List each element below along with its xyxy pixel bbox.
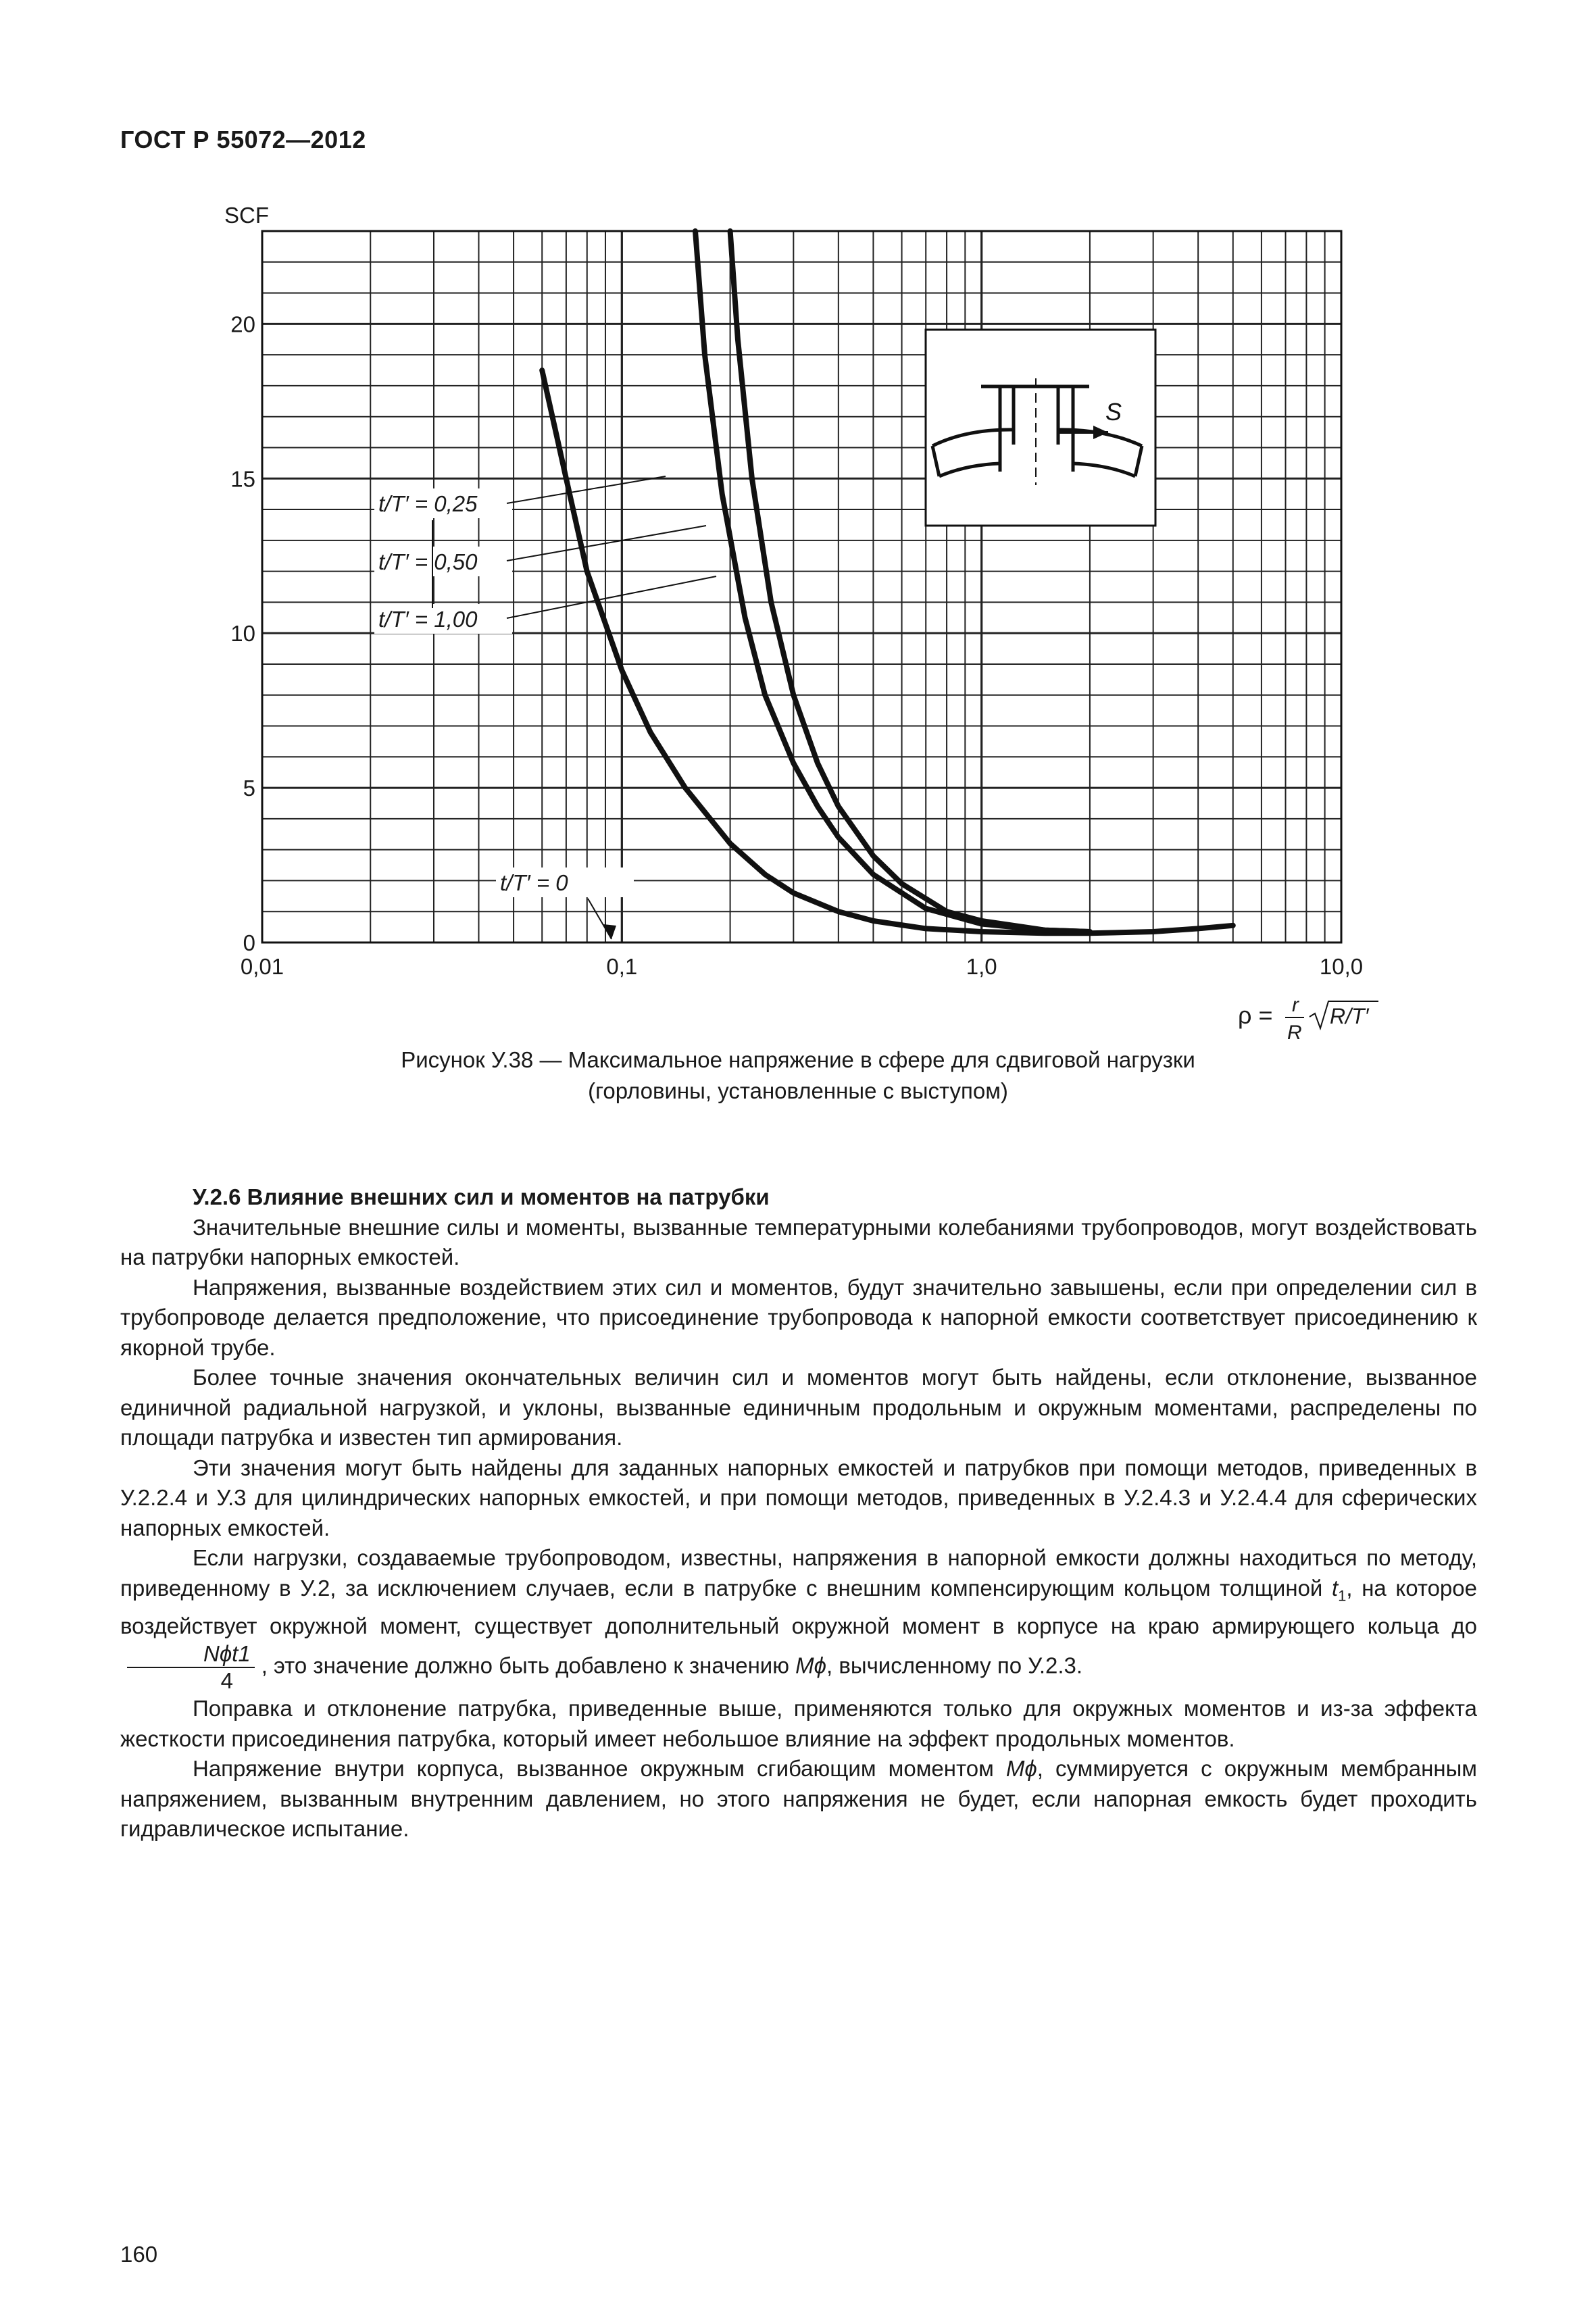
series-label: t/T′ = 1,00 [378,607,478,632]
figure-caption-line2: (горловины, установленные с выступом) [588,1078,1008,1103]
paragraph-7-part-b: , суммируется с окружным мембранным напряжением, вызванным внутренним давлением, но этого напряжения не будет, если напорная емкость будет проходить гидравлическое испытание. [120,1756,1477,1842]
paragraph-3: Более точные значения окончательных величин сил и моментов могут быть найдены, если отклонение, вызванное единичной радиальной нагрузкой, и уклоны, вызванные единичным продольным и окружным моментами, распределены по площади патрубка и известен тип армирования. [120,1365,1477,1450]
x-axis-label [1238,994,1378,1044]
section-body [120,1182,1477,1844]
symbol-m-phi: Mϕ [795,1653,826,1678]
symbol-m-phi: Mϕ [1005,1756,1037,1782]
x-axis-R: R [1287,1022,1302,1044]
chart-tick-labels [230,311,1363,979]
chart-series-labels [374,476,716,939]
y-axis-label: SCF [224,203,269,228]
y-tick-label: 20 [230,311,255,337]
fraction-nphi-t1-over-4 [127,1641,255,1694]
series-label-leader [507,576,716,618]
paragraph-6: Поправка и отклонение патрубка, приведенные выше, применяются только для окружных моментов и из-за эффекта жесткости присоединения патрубка, который имеет небольшое влияние на эффект продольных моментов. [120,1696,1477,1751]
y-tick-label: 15 [230,466,255,492]
paragraph-4: Эти значения могут быть найдены для заданных напорных емкостей и патрубков при помощи методов, приведенных в У.2.2.4 и У.3 для цилиндрических напорных емкостей, и при помощи методов, приведенных в У.2.4.3 и У.2.4.4 для сферических напорных емкостей. [120,1455,1477,1540]
symbol-t: t [1331,1575,1339,1601]
fraction-numerator: Nϕt1 [127,1641,255,1668]
series-label: t/T′ = 0,50 [378,549,478,574]
paragraph-5-part-a: Если нагрузки, создаваемые трубопроводом, известны, напряжения в напорной емкости должны находиться по методу, приведенному в У.2, за исключением случаев, если в патрубке с внешним компенсирующим кольцом толщиной [120,1545,1477,1601]
paragraph-7-part-a: Напряжение внутри корпуса, вызванное окружным сгибающим моментом [193,1756,994,1782]
series-label-leader [507,526,706,561]
paragraph-5-part-d: , вычисленному по У.2.3. [826,1653,1083,1678]
series-label: t/T′ = 0,25 [378,491,478,516]
paragraph-2: Напряжения, вызванные воздействием этих сил и моментов, будут значительно завышены, если при определении сил в трубопроводе делается предположение, что присоединение трубопровода к напорной емкости соответствует присоединению к якорной трубе. [120,1274,1477,1360]
x-axis-rho: ρ = [1238,1001,1273,1029]
fraction-denominator: 4 [220,1668,234,1694]
x-tick-label: 10,0 [1319,954,1364,979]
y-tick-label: 10 [230,621,255,647]
series-label-leader [507,476,666,503]
inset-shear-label: S [1105,398,1122,426]
x-tick-label: 1,0 [966,954,997,979]
paragraph-5-part-c: , это значение должно быть добавлено к значению [261,1653,789,1678]
symbol-t-subscript: 1 [1338,1587,1347,1605]
nozzle-inset [926,330,1155,526]
section-heading: У.2.6 Влияние внешних сил и моментов на патрубки [193,1184,770,1209]
x-tick-label: 0,1 [606,954,638,979]
x-tick-label: 0,01 [240,954,284,979]
x-axis-r: r [1292,994,1299,1016]
figure-caption-line1: Рисунок У.38 — Максимальное напряжение в сфере для сдвиговой нагрузки [401,1047,1195,1072]
chart-grid [262,231,1341,942]
paragraph-1: Значительные внешние силы и моменты, вызванные температурными колебаниями трубопроводов, могут воздействовать на патрубки напорных емкостей. [120,1214,1477,1269]
plot-border [262,231,1341,942]
inset-box [926,330,1155,526]
paragraph-5 [120,1543,1477,1694]
y-tick-label: 0 [243,930,255,955]
series-label: t/T′ = 0 [500,870,568,895]
series-label-leader [588,899,612,939]
document-code: ГОСТ Р 55072—2012 [120,126,366,153]
page-number: 160 [120,2242,158,2267]
x-axis-radicand: R/T′ [1330,1004,1369,1028]
paragraph-7 [120,1754,1477,1844]
paragraph-5-part-b: , на которое воздействует окружной момент, существует дополнительный окружной момент в корпусе на краю армирующего кольца до [120,1575,1477,1638]
scf-chart [0,0,1596,1054]
y-tick-label: 5 [243,776,255,801]
chart-frame [262,231,1341,942]
